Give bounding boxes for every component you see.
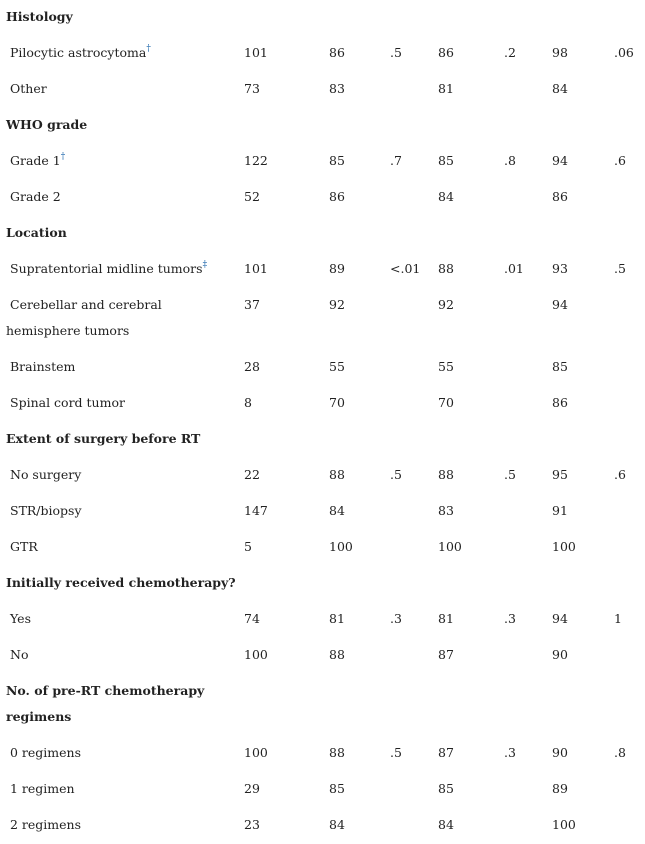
rate-3-cell: 91	[552, 503, 568, 518]
rate-2-cell: 81	[438, 81, 454, 96]
empty-cell	[237, 216, 322, 252]
table-row	[0, 252, 645, 288]
count-cell: 8	[244, 395, 252, 410]
section-heading: No. of pre-RT chemotherapy regimens	[6, 683, 205, 724]
p-value-1-cell: <.01	[390, 261, 421, 276]
rate-3-cell: 100	[552, 539, 576, 554]
empty-cell	[431, 566, 497, 602]
row-label: Yes	[10, 611, 31, 626]
rate-3-cell: 86	[552, 395, 568, 410]
rate-1-cell: 85	[329, 781, 345, 796]
rate-2-cell: 88	[438, 467, 454, 482]
rate-1-cell: 88	[329, 647, 345, 662]
row-label: Pilocytic astrocytoma	[10, 45, 147, 60]
rate-3-cell: 95	[552, 467, 568, 482]
p-value-3-cell	[607, 288, 645, 350]
table-row	[0, 736, 645, 772]
rate-1-cell: 86	[329, 45, 345, 60]
p-value-3-cell	[607, 72, 645, 108]
footnote-mark[interactable]: †	[60, 151, 66, 162]
empty-cell	[237, 0, 322, 36]
row-label-cell	[0, 772, 237, 808]
empty-cell	[545, 216, 607, 252]
p-value-2-cell	[497, 808, 545, 844]
row-label: Cerebellar and cerebral hemisphere tumors	[6, 297, 162, 338]
p-value-1-cell: .3	[390, 611, 402, 626]
row-label-cell	[0, 530, 237, 566]
empty-cell	[383, 674, 431, 736]
empty-cell	[322, 216, 383, 252]
empty-cell	[545, 422, 607, 458]
section-heading-row	[0, 422, 645, 458]
p-value-2-cell	[497, 72, 545, 108]
rate-2-cell: 84	[438, 817, 454, 832]
rate-3-cell: 90	[552, 647, 568, 662]
p-value-3-cell: .6	[614, 153, 626, 168]
section-heading: Location	[6, 225, 67, 240]
table-row	[0, 602, 645, 638]
empty-cell	[383, 566, 431, 602]
rate-3-cell: 85	[552, 359, 568, 374]
rate-3-cell: 93	[552, 261, 568, 276]
row-label: 1 regimen	[10, 781, 75, 796]
count-cell: 101	[244, 261, 268, 276]
rate-2-cell: 84	[438, 189, 454, 204]
row-label-cell	[0, 458, 237, 494]
rate-1-cell: 70	[329, 395, 345, 410]
row-label-cell	[0, 180, 237, 216]
rate-3-cell: 94	[552, 153, 568, 168]
section-heading-row	[0, 108, 645, 144]
row-label: GTR	[10, 539, 38, 554]
rate-2-cell: 85	[438, 781, 454, 796]
empty-cell	[545, 108, 607, 144]
rate-2-cell: 86	[438, 45, 454, 60]
rate-1-cell: 55	[329, 359, 345, 374]
empty-cell	[322, 0, 383, 36]
row-label-cell	[0, 72, 237, 108]
p-value-1-cell: .5	[390, 45, 402, 60]
p-value-1-cell: .5	[390, 745, 402, 760]
p-value-2-cell	[497, 494, 545, 530]
row-label: Brainstem	[10, 359, 76, 374]
table-row	[0, 638, 645, 674]
empty-cell	[383, 216, 431, 252]
empty-cell	[545, 566, 607, 602]
p-value-3-cell	[607, 808, 645, 844]
row-label-cell	[0, 808, 237, 844]
count-cell: 37	[244, 297, 260, 312]
empty-cell	[431, 108, 497, 144]
rate-1-cell: 92	[329, 297, 345, 312]
rate-2-cell: 88	[438, 261, 454, 276]
empty-cell	[497, 422, 545, 458]
count-cell: 22	[244, 467, 260, 482]
p-value-3-cell	[607, 386, 645, 422]
rate-3-cell: 86	[552, 189, 568, 204]
rate-1-cell: 83	[329, 81, 345, 96]
rate-1-cell: 84	[329, 503, 345, 518]
p-value-1-cell: .5	[390, 467, 402, 482]
rate-3-cell: 94	[552, 611, 568, 626]
rate-1-cell: 85	[329, 153, 345, 168]
empty-cell	[322, 566, 383, 602]
table-row	[0, 144, 645, 180]
p-value-3-cell: .5	[614, 261, 626, 276]
empty-cell	[237, 566, 322, 602]
count-cell: 52	[244, 189, 260, 204]
p-value-1-cell	[383, 386, 431, 422]
table-row	[0, 350, 645, 386]
empty-cell	[431, 674, 497, 736]
row-label-cell	[0, 36, 237, 72]
row-label: Other	[10, 81, 47, 96]
row-label-cell	[0, 350, 237, 386]
rate-1-cell: 81	[329, 611, 345, 626]
p-value-3-cell	[607, 180, 645, 216]
rate-1-cell: 84	[329, 817, 345, 832]
p-value-3-cell: .06	[614, 45, 634, 60]
section-heading: Initially received chemotherapy?	[6, 575, 236, 590]
footnote-mark[interactable]: ‡	[202, 259, 208, 270]
rate-1-cell: 100	[329, 539, 353, 554]
rate-2-cell: 85	[438, 153, 454, 168]
row-label: 2 regimens	[10, 817, 82, 832]
table-row	[0, 180, 645, 216]
footnote-mark[interactable]: †	[146, 43, 151, 54]
section-heading-row	[0, 566, 645, 602]
p-value-2-cell	[497, 530, 545, 566]
p-value-2-cell: .01	[504, 261, 524, 276]
table-row	[0, 772, 645, 808]
section-heading: WHO grade	[6, 117, 88, 132]
p-value-1-cell: .7	[390, 153, 402, 168]
p-value-1-cell	[383, 808, 431, 844]
empty-cell	[322, 422, 383, 458]
p-value-1-cell	[383, 288, 431, 350]
rate-3-cell: 100	[552, 817, 576, 832]
empty-cell	[431, 0, 497, 36]
p-value-3-cell	[607, 638, 645, 674]
table-row	[0, 530, 645, 566]
count-cell: 100	[244, 647, 268, 662]
table-row	[0, 494, 645, 530]
p-value-1-cell	[383, 638, 431, 674]
empty-cell	[497, 0, 545, 36]
count-cell: 23	[244, 817, 260, 832]
row-label: 0 regimens	[10, 745, 82, 760]
row-label-cell	[0, 288, 237, 350]
p-value-2-cell: .2	[504, 45, 516, 60]
empty-cell	[607, 422, 645, 458]
p-value-1-cell	[383, 494, 431, 530]
p-value-2-cell	[497, 386, 545, 422]
empty-cell	[497, 566, 545, 602]
row-label: No	[10, 647, 29, 662]
empty-cell	[322, 108, 383, 144]
empty-cell	[545, 674, 607, 736]
count-cell: 29	[244, 781, 260, 796]
rate-3-cell: 98	[552, 45, 568, 60]
p-value-3-cell	[607, 494, 645, 530]
rate-3-cell: 94	[552, 297, 568, 312]
p-value-1-cell	[383, 350, 431, 386]
rate-1-cell: 88	[329, 467, 345, 482]
rate-3-cell: 90	[552, 745, 568, 760]
count-cell: 101	[244, 45, 268, 60]
row-label: Grade 1	[10, 153, 61, 168]
rate-1-cell: 86	[329, 189, 345, 204]
p-value-2-cell	[497, 772, 545, 808]
empty-cell	[237, 422, 322, 458]
empty-cell	[607, 0, 645, 36]
count-cell: 100	[244, 745, 268, 760]
section-heading: Histology	[6, 9, 73, 24]
empty-cell	[237, 674, 322, 736]
empty-cell	[607, 566, 645, 602]
p-value-2-cell	[497, 350, 545, 386]
row-label-cell	[0, 144, 237, 180]
count-cell: 28	[244, 359, 260, 374]
section-heading: Extent of surgery before RT	[6, 431, 201, 446]
p-value-3-cell	[607, 772, 645, 808]
table-row	[0, 36, 645, 72]
table-row	[0, 72, 645, 108]
empty-cell	[607, 108, 645, 144]
p-value-2-cell: .8	[504, 153, 516, 168]
table-row	[0, 808, 645, 844]
empty-cell	[383, 422, 431, 458]
row-label-cell	[0, 494, 237, 530]
empty-cell	[545, 0, 607, 36]
empty-cell	[322, 674, 383, 736]
rate-2-cell: 55	[438, 359, 454, 374]
p-value-1-cell	[383, 530, 431, 566]
table-row	[0, 288, 645, 350]
rate-2-cell: 92	[438, 297, 454, 312]
p-value-3-cell	[607, 530, 645, 566]
section-heading-row	[0, 0, 645, 36]
row-label: STR/biopsy	[10, 503, 82, 518]
count-cell: 5	[244, 539, 252, 554]
empty-cell	[383, 0, 431, 36]
row-label-cell	[0, 638, 237, 674]
count-cell: 74	[244, 611, 260, 626]
row-label: No surgery	[10, 467, 82, 482]
count-cell: 73	[244, 81, 260, 96]
p-value-1-cell	[383, 180, 431, 216]
row-label: Spinal cord tumor	[10, 395, 125, 410]
rate-3-cell: 84	[552, 81, 568, 96]
count-cell: 122	[244, 153, 268, 168]
empty-cell	[431, 216, 497, 252]
rate-1-cell: 89	[329, 261, 345, 276]
rate-2-cell: 87	[438, 647, 454, 662]
p-value-2-cell	[497, 638, 545, 674]
empty-cell	[383, 108, 431, 144]
table-row	[0, 386, 645, 422]
p-value-2-cell	[497, 288, 545, 350]
row-label-cell	[0, 252, 237, 288]
row-label-cell	[0, 736, 237, 772]
empty-cell	[497, 108, 545, 144]
count-cell: 147	[244, 503, 268, 518]
p-value-2-cell	[497, 180, 545, 216]
table-row	[0, 458, 645, 494]
rate-1-cell: 88	[329, 745, 345, 760]
row-label: Grade 2	[10, 189, 61, 204]
rate-2-cell: 100	[438, 539, 462, 554]
row-label-cell	[0, 386, 237, 422]
rate-2-cell: 70	[438, 395, 454, 410]
p-value-3-cell	[607, 350, 645, 386]
row-label-cell	[0, 602, 237, 638]
p-value-3-cell: 1	[614, 611, 622, 626]
empty-cell	[237, 108, 322, 144]
p-value-2-cell: .3	[504, 745, 516, 760]
section-heading-row	[0, 674, 645, 736]
p-value-1-cell	[383, 72, 431, 108]
p-value-1-cell	[383, 772, 431, 808]
p-value-3-cell: .8	[614, 745, 626, 760]
empty-cell	[607, 216, 645, 252]
empty-cell	[431, 422, 497, 458]
rate-2-cell: 83	[438, 503, 454, 518]
rate-3-cell: 89	[552, 781, 568, 796]
rate-2-cell: 81	[438, 611, 454, 626]
p-value-2-cell: .5	[504, 467, 516, 482]
section-heading-row	[0, 216, 645, 252]
p-value-3-cell: .6	[614, 467, 626, 482]
p-value-2-cell: .3	[504, 611, 516, 626]
rate-2-cell: 87	[438, 745, 454, 760]
empty-cell	[607, 674, 645, 736]
empty-cell	[497, 216, 545, 252]
row-label: Supratentorial midline tumors	[10, 261, 203, 276]
empty-cell	[497, 674, 545, 736]
